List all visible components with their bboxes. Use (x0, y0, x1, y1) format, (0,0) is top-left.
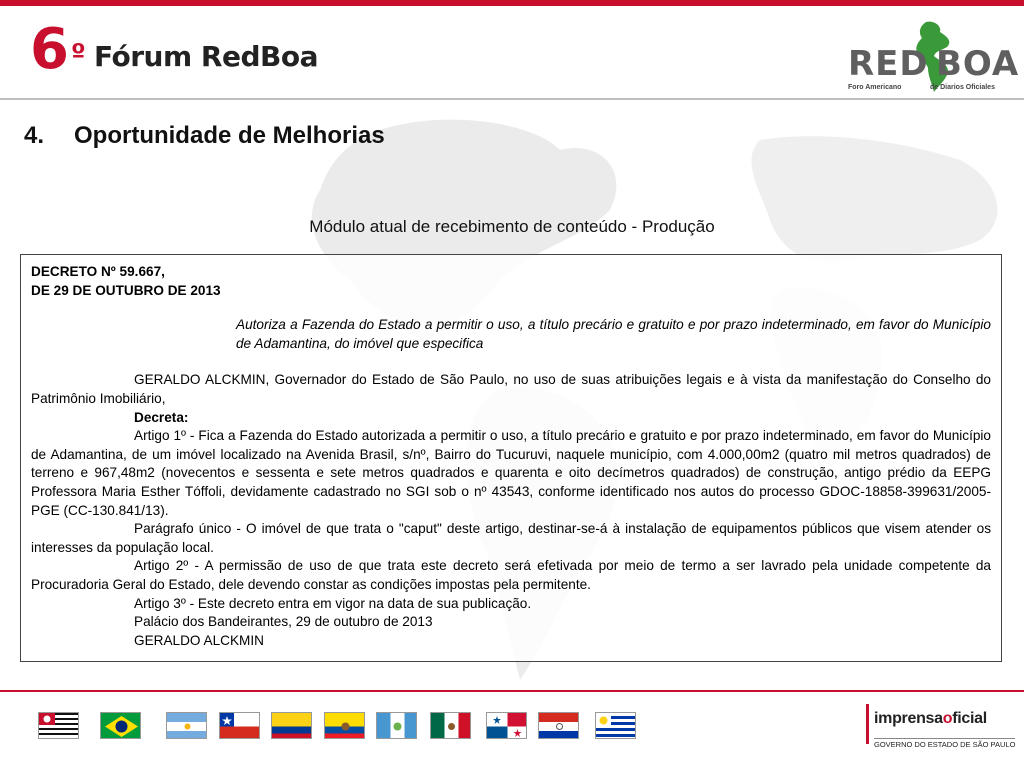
panama-flag-icon (486, 712, 527, 739)
slide-subtitle: Módulo atual de recebimento de conteúdo - Produção (309, 217, 715, 236)
colombia-flag-icon (271, 712, 312, 739)
decree-decreta: Decreta: (134, 409, 189, 425)
decree-article-3: Artigo 3º - Este decreto entra em vigor na data de sua publicação. (134, 595, 532, 611)
slide-header (0, 6, 1024, 98)
section-number: 4. (24, 122, 45, 149)
ecuador-flag-icon (324, 712, 365, 739)
redboa-subtitle-1: Foro Americano (848, 84, 902, 91)
governo-sp-text: GOVERNO DO ESTADO DE SÃO PAULO (874, 740, 1016, 749)
decree-summary: Autoriza a Fazenda do Estado a permitir o uso, a título precário e gratuito e por prazo indeterminado, em favor do Município de Adamantina, do imóvel que especifica (236, 317, 991, 351)
footer-divider (0, 690, 1024, 692)
decree-title-line2: DE 29 DE OUTUBRO DE 2013 (31, 282, 221, 298)
uruguay-flag-icon (595, 712, 636, 739)
header-divider (0, 98, 1024, 100)
decree-title-line1: DECRETO Nº 59.667, (31, 264, 165, 279)
mexico-flag-icon (430, 712, 471, 739)
redboa-subtitle-2: de Diarios Oficiales (930, 84, 995, 91)
chile-flag-icon (219, 712, 260, 739)
imprensa-logo-bar (866, 704, 869, 744)
guatemala-flag-icon (376, 712, 417, 739)
redboa-logo (846, 26, 1020, 98)
sao-paulo-flag-icon (38, 712, 79, 739)
redboa-word-red: RED (848, 44, 929, 84)
section-heading (24, 122, 385, 150)
paraguay-flag-icon (538, 712, 579, 739)
decree-signature: GERALDO ALCKMIN (134, 632, 264, 648)
section-title-text: Oportunidade de Melhorias (74, 122, 385, 149)
decree-article-1: Artigo 1º - Fica a Fazenda do Estado autorizada a permitir o uso, a título precário e gratuito e por prazo indeterminado, em favor do Município de Adamantina, de um imóvel localizado na Avenida Brasil, s/nº, Bairro do Tucuruvi, naquele município, com 4.000,00m2 (quatro mil metros quadrados) de terreno e 967,48m2 (novecentos e sessenta e sete metros quadrados e quarenta e oito decímetros quadrados) de construção, antigo prédio da EEPG Professora Maria Esther Tóffoli, devidamente cadastrado no SGI sob o nº 43543, conforme identificado nos autos do processo GDOC-18858-399631/2005-PGE (CC-130.841/13). (31, 428, 991, 518)
decree-paragraph-unico: Parágrafo único - O imóvel de que trata o "caput" deste artigo, destinar-se-á à instalação de equipamentos públicos que visem atender os interesses da população local. (31, 521, 991, 555)
brazil-flag-icon (100, 712, 141, 739)
decree-place-date: Palácio dos Bandeirantes, 29 de outubro de 2013 (134, 614, 433, 630)
decree-preamble: GERALDO ALCKMIN, Governador do Estado de São Paulo, no uso de suas atribuições legais e à vista da manifestação do Conselho do Patrimônio Imobiliário, (31, 372, 991, 406)
redboa-word-boa: BOA (936, 44, 1020, 84)
forum-title: Fórum RedBoa (94, 40, 318, 73)
decree-article-2: Artigo 2º - A permissão de uso de que trata este decreto será efetivada por meio de termo a ser lavrado pela unidade competente da Procuradoria Geral do Estado, dele devendo constar as condições impostas pela permitente. (31, 558, 991, 592)
argentina-flag-icon (166, 712, 207, 739)
decree-document (20, 254, 1002, 662)
imprensa-logo-text: imprensaoficial (874, 710, 987, 727)
forum-edition-logo: $6^º$ (30, 17, 86, 82)
